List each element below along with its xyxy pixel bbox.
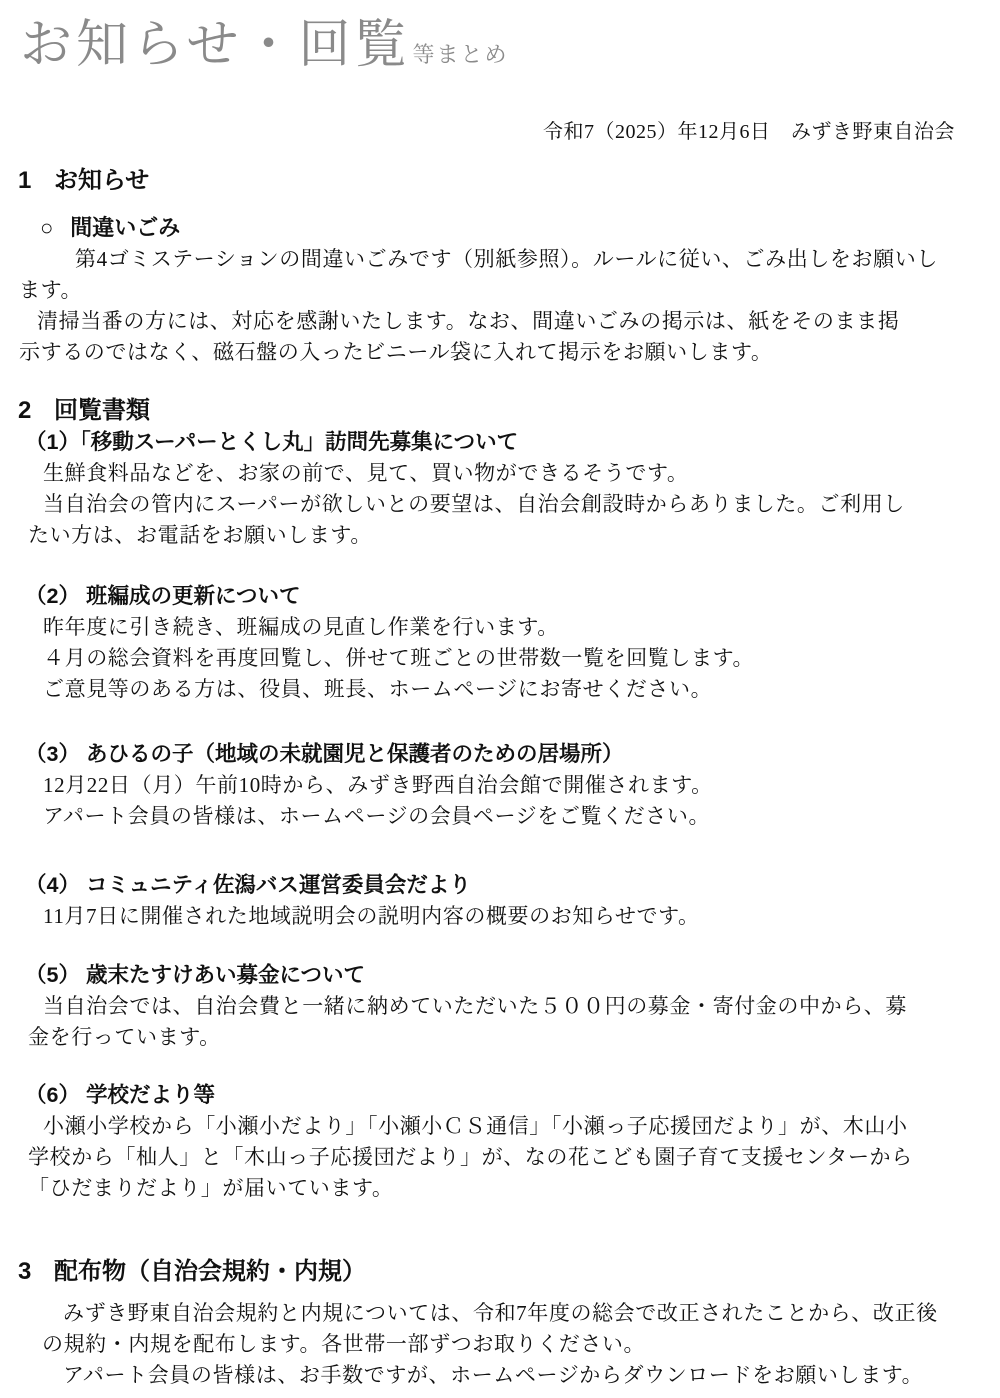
subsection-1-title: 「移動スーパーとくし丸」訪問先募集について [79,430,519,454]
subsection-3-label: （3） [25,742,80,766]
document-page [0,14,1000,1398]
subsection-1-label: （1） [25,430,80,454]
subsection-1-heading [0,427,1000,458]
body-line: アパート会員の皆様は、ホームページの会員ページをご覧ください。 [43,804,711,828]
body-line: 12月22日（月）午前10時から、みずき野西自治会館で開催されます。 [43,773,713,797]
subsection-2-label: （2） [25,584,80,608]
section-1-heading [0,165,1000,197]
subsection-2-title: 班編成の更新について [85,584,301,608]
page-title-suffix: 等まとめ [412,42,509,67]
subsection-6-label: （6） [25,1083,80,1107]
body-line: 示するのではなく、磁石盤の入ったビニール袋に入れて掲示をお願いします。 [19,340,773,364]
body-line: 昨年度に引き続き、班編成の見直し作業を行います。 [43,615,559,639]
subsection-4-heading [0,870,1000,901]
body-line: アパート会員の皆様は、お手数ですが、ホームページからダウンロードをお願いします。 [63,1363,924,1387]
subsection-5-label: （5） [25,963,80,987]
body-line: 当自治会の管内にスーパーが欲しいとの要望は、自治会創設時からありました。ご利用し [43,492,905,516]
subsection-3-heading [0,739,1000,770]
body-line: 金を行っています。 [28,1025,221,1049]
section-3-number: 3 [18,1258,32,1285]
body-line: 当自治会では、自治会費と一緒に納めていただいた５００円の募金・寄付金の中から、募 [43,994,907,1018]
body-line: 第4ゴミステーションの間違いごみです（別紙参照）。ルールに従い、ごみ出しをお願いし [75,247,938,271]
body-line: ご意見等のある方は、役員、班長、ホームページにお寄せください。 [43,677,713,701]
subsection-6-title: 学校だより等 [85,1083,215,1107]
subsection-4-label: （4） [25,873,80,897]
subsection-2-heading [0,581,1000,612]
body-line: 生鮮食料品などを、お家の前で、見て、買い物ができるそうです。 [43,461,689,485]
section-1-number: 1 [18,167,32,194]
body-line: ４月の総会資料を再度回覧し、併せて班ごとの世帯数一覧を回覧します。 [43,646,755,670]
section-1-title: お知らせ [54,167,150,194]
body-line: たい方は、お電話をお願いします。 [28,523,372,547]
subsection-3-title: あひるの子（地域の未就園児と保護者のための居場所） [85,742,624,766]
item-wrong-garbage-title: 間違いごみ [70,215,181,240]
body-line: みずき野東自治会規約と内規については、令和7年度の総会で改正されたことから、改正後 [63,1301,938,1325]
item-wrong-garbage-heading [0,212,1000,244]
section-3-title: 配布物（自治会規約・内規） [54,1258,366,1285]
page-title-text: お知らせ・回覧 [20,16,411,74]
date-line: 令和7（2025）年12月6日 みずき野東自治会 [543,121,955,143]
body-line: 小瀬小学校から「小瀬小だより」「小瀬小ＣＳ通信」「小瀬っ子応援団だより」が、木山小 [43,1114,908,1138]
section-2-title: 回覧書類 [54,397,150,424]
body-line: の規約・内規を配布します。各世帯一部ずつお取りください。 [42,1332,646,1356]
subsection-6-heading [0,1080,1000,1111]
section-2-heading [0,395,1000,427]
page-title [20,14,1000,89]
subsection-4-title: コミュニティ佐潟バス運営委員会だより [85,873,471,897]
circle-marker: ○ [40,215,54,240]
section-3-heading [0,1256,1000,1288]
body-line: 学校から「杣人」と「木山っ子応援団だより」が、なの花こども園子育て支援センターから [28,1145,913,1169]
body-line: 清掃当番の方には、対応を感謝いたします。なお、間違いごみの掲示は、紙をそのまま掲 [37,309,900,333]
section-2-number: 2 [18,397,32,424]
subsection-5-heading [0,960,1000,991]
body-line: ます。 [19,278,83,302]
body-line: 11月7日に開催された地域説明会の説明内容の概要のお知らせです。 [43,904,700,928]
subsection-5-title: 歳末たすけあい募金について [85,963,366,987]
body-line: 「ひだまりだより」が届いています。 [28,1176,394,1200]
